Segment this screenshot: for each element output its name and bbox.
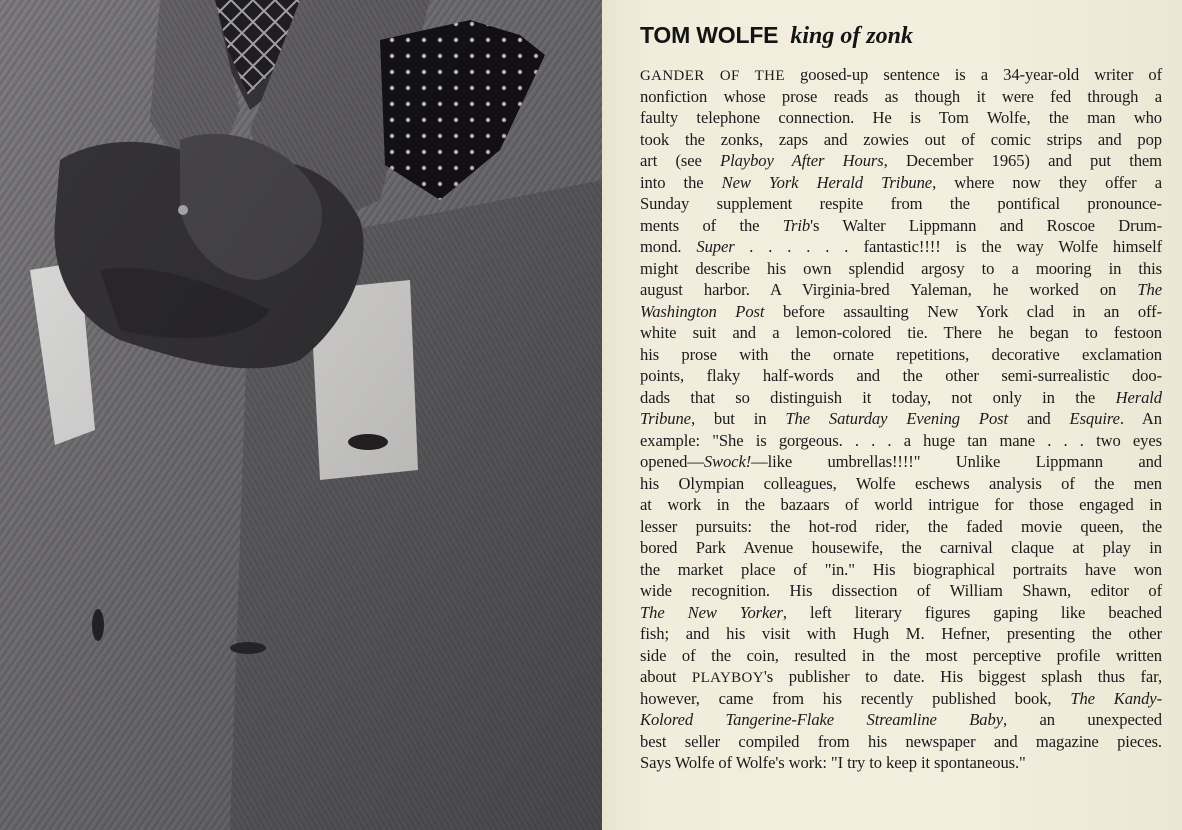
article-line bbox=[640, 236, 1162, 258]
text-run: GANDER OF THE bbox=[640, 68, 785, 84]
text-run: faulty telephone connection. He is Tom Wolfe, the man who bbox=[640, 108, 1162, 127]
text-run: into the bbox=[640, 172, 722, 192]
article-line bbox=[640, 344, 1162, 366]
text-run: goosed-up sentence is a 34-year-old writer of bbox=[784, 65, 1162, 84]
text-run: fish; and his visit with Hugh M. Hefner, presenting the other bbox=[640, 624, 1162, 643]
italic-text: The Saturday Evening Post bbox=[785, 409, 1009, 428]
article-line bbox=[640, 365, 1162, 387]
italic-text: Playboy After Hours bbox=[720, 151, 884, 170]
text-run: might describe his own splendid argosy to a mooring in this bbox=[640, 258, 1162, 278]
text-run: art (see bbox=[640, 151, 721, 170]
text-run: , where now they offer a bbox=[932, 172, 1162, 192]
article-line bbox=[640, 150, 1162, 172]
text-run: at work in the bazaars of world intrigue for those engaged in bbox=[640, 495, 1162, 514]
article-line bbox=[640, 408, 1162, 430]
italic-text: Tribune bbox=[640, 409, 691, 428]
text-run: however, came from his recently published book, bbox=[640, 688, 1071, 708]
text-run: 's Walter Lippmann and Roscoe Drum- bbox=[810, 215, 1162, 235]
italic-text: Esquire bbox=[1069, 409, 1120, 428]
article-line bbox=[640, 301, 1162, 323]
text-run: 's publisher to date. His biggest splash thus far, bbox=[763, 667, 1162, 686]
italic-text: The New Yorker bbox=[640, 602, 783, 622]
text-run: mond. bbox=[640, 237, 697, 256]
text-run: . An bbox=[1119, 409, 1162, 428]
article-line bbox=[640, 688, 1162, 710]
text-run: —like umbrellas!!!!" Unlike Lippmann and bbox=[751, 452, 1162, 471]
article-line bbox=[640, 602, 1162, 624]
article-line bbox=[640, 537, 1162, 559]
text-run: dads that so distinguish it today, not only in the bbox=[640, 387, 1116, 407]
text-run: Says Wolfe of Wolfe's work: "I try to keep it spontaneous." bbox=[640, 753, 1026, 772]
text-run: his prose with the ornate repetitions, decorative exclamation bbox=[640, 344, 1162, 364]
text-run: Sunday supplement respite from the pontifical pronounce- bbox=[640, 194, 1162, 213]
article-page bbox=[602, 0, 1182, 830]
text-run: fantastic!!!! is the way Wolfe himself bbox=[848, 237, 1162, 256]
heading-name: TOM WOLFE bbox=[640, 22, 779, 48]
text-run: nonfiction whose prose reads as though it were fed through a bbox=[640, 86, 1162, 106]
article-line bbox=[640, 580, 1162, 602]
text-run: august harbor. A Virginia-bred Yaleman, he worked on bbox=[640, 280, 1138, 299]
article-line bbox=[640, 559, 1162, 581]
text-run: bored Park Avenue housewife, the carnival claque at play in bbox=[640, 538, 1162, 557]
text-run: opened— bbox=[640, 452, 704, 471]
article-line bbox=[640, 172, 1162, 194]
text-run: wide recognition. His dissection of William Shawn, editor of bbox=[640, 581, 1162, 600]
text-run: side of the coin, resulted in the most perceptive profile written bbox=[640, 645, 1162, 665]
italic-text: The Kandy- bbox=[1070, 688, 1162, 708]
article-line bbox=[640, 107, 1162, 129]
italic-text: The bbox=[1137, 280, 1162, 299]
article-line bbox=[640, 473, 1162, 495]
article-line bbox=[640, 64, 1162, 86]
text-run: took the zonks, zaps and zowies out of comic strips and pop bbox=[640, 129, 1162, 149]
text-run: example: "She is gorgeous. . . . a huge tan mane . . . two eyes bbox=[640, 430, 1162, 450]
italic-text: Herald bbox=[1115, 387, 1162, 407]
article-line bbox=[640, 752, 1162, 774]
article-line bbox=[640, 129, 1162, 151]
text-run: PLAYBOY bbox=[691, 670, 764, 686]
italic-text: New York Herald Tribune bbox=[721, 172, 933, 192]
article-heading bbox=[640, 15, 913, 53]
article-line bbox=[640, 731, 1162, 753]
italic-text: Trib bbox=[782, 215, 811, 235]
heading-tagline: king of zonk bbox=[790, 23, 914, 49]
article-line bbox=[640, 279, 1162, 301]
italic-text: Swock! bbox=[703, 452, 752, 471]
italic-text: Washington Post bbox=[640, 301, 765, 321]
article-line bbox=[640, 387, 1162, 409]
article-line bbox=[640, 709, 1162, 731]
text-run: ments of the bbox=[640, 215, 783, 235]
text-run: points, flaky half-words and the other semi-surrealistic doo- bbox=[640, 366, 1162, 385]
article-line bbox=[640, 494, 1162, 516]
text-run: lesser pursuits: the hot-rod rider, the faded movie queen, the bbox=[640, 516, 1162, 536]
text-run: the market place of "in." His biographical portraits have won bbox=[640, 559, 1162, 579]
article-line bbox=[640, 516, 1162, 538]
text-run: , but in bbox=[690, 409, 786, 428]
article-line bbox=[640, 666, 1162, 688]
text-run: , December 1965) and put them bbox=[883, 151, 1162, 170]
article-line bbox=[640, 623, 1162, 645]
article-line bbox=[640, 86, 1162, 108]
italic-text: Kolored Tangerine-Flake Streamline Baby bbox=[640, 710, 1003, 729]
article-line bbox=[640, 193, 1162, 215]
article-line bbox=[640, 215, 1162, 237]
article-line bbox=[640, 430, 1162, 452]
text-run: , an unexpected bbox=[1002, 710, 1162, 729]
text-run: , left literary figures gaping like beached bbox=[782, 602, 1162, 622]
text-run: before assaulting New York clad in an off- bbox=[764, 301, 1162, 321]
text-run: his Olympian colleagues, Wolfe eschews analysis of the men bbox=[640, 473, 1162, 493]
text-run: white suit and a lemon-colored tie. There he began to festoon bbox=[640, 323, 1162, 342]
italic-text: Super . . . . . . bbox=[696, 237, 849, 256]
article-line bbox=[640, 258, 1162, 280]
article-line bbox=[640, 322, 1162, 344]
article-body bbox=[640, 64, 1162, 774]
article-line bbox=[640, 645, 1162, 667]
text-run: best seller compiled from his newspaper and magazine pieces. bbox=[640, 731, 1162, 751]
text-run: about bbox=[640, 667, 692, 686]
article-line bbox=[640, 451, 1162, 473]
text-run: and bbox=[1008, 409, 1070, 428]
